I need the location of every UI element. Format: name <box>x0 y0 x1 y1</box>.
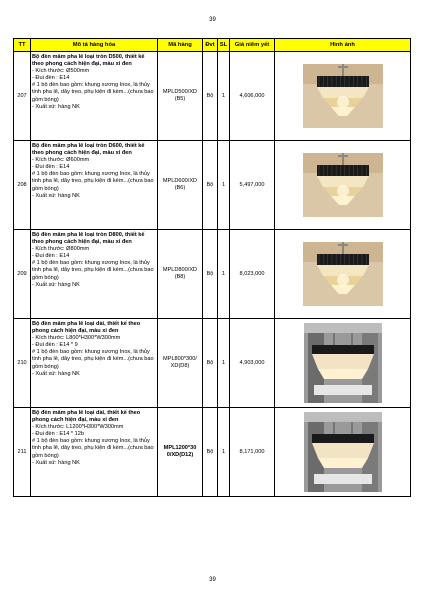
cell-code: MPLD800/XD (B8) <box>158 230 203 319</box>
cell-unit: Bộ <box>203 408 218 497</box>
cell-description <box>31 408 158 497</box>
cell-qty: 1 <box>218 52 230 141</box>
cell-image <box>275 52 411 141</box>
spec-line: # 1 bộ đèn bao gồm: khung xương Inox, là thủy tinh pha lê, dây treo, phụ kiện đi kèm...(chưa bao gồm bóng) <box>32 82 154 103</box>
header-description: Mô tả hàng hóa <box>31 39 158 52</box>
cell-code: MPL800*300/ XD(D8) <box>158 319 203 408</box>
cell-tt: 207 <box>14 52 31 141</box>
spec-line: - Xuất xứ: hàng NK <box>32 192 80 199</box>
product-title: Bộ đèn mâm pha lê loại dài, thiết kế theo phong cách hiện đại, màu xi đen <box>32 321 141 335</box>
cell-price: 4,606,000 <box>230 52 275 141</box>
cell-price: 8,023,000 <box>230 230 275 319</box>
page-number-top: 39 <box>209 17 216 23</box>
header-image: Hình ảnh <box>275 39 411 52</box>
cell-description <box>31 319 158 408</box>
cell-unit: Bộ <box>203 230 218 319</box>
cell-description <box>31 230 158 319</box>
spec-line: - Kích thước: Ø600mm <box>32 157 90 164</box>
spec-line: - Đui đèn : E14 <box>32 164 70 171</box>
spec-line: - Đui đèn : E14 * 12b <box>32 431 84 438</box>
table-row <box>14 319 411 408</box>
spec-line: - Đui đèn : E14 <box>32 75 70 82</box>
cell-description <box>31 52 158 141</box>
spec-line: # 1 bộ đèn bao gồm: khung xương Inox, là thủy tinh pha lê, dây treo, phụ kiện đi kèm...(chưa bao gồm bóng) <box>32 349 154 370</box>
long-crystal-chandelier-icon <box>304 323 382 403</box>
header-unit: Đvt <box>203 39 218 52</box>
round-crystal-chandelier-icon <box>303 242 383 306</box>
spec-line: - Xuất xứ: hàng NK <box>32 103 80 110</box>
cell-unit: Bộ <box>203 141 218 230</box>
cell-tt: 210 <box>14 319 31 408</box>
page-number-bottom: 39 <box>209 577 216 583</box>
spec-line: - Xuất xứ: hàng NK <box>32 281 80 288</box>
long-crystal-chandelier-icon <box>304 412 382 492</box>
cell-tt: 208 <box>14 141 31 230</box>
cell-qty: 1 <box>218 141 230 230</box>
cell-image <box>275 319 411 408</box>
spec-line: - Đui đèn : E14 * 9 <box>32 342 78 349</box>
cell-image <box>275 408 411 497</box>
product-title: Bộ đèn mâm pha lê loại dài, thiết kế theo phong cách hiện đại, màu xi đen <box>32 410 141 424</box>
header-qty: SL <box>218 39 230 52</box>
cell-tt: 209 <box>14 230 31 319</box>
cell-tt: 211 <box>14 408 31 497</box>
header-price: Giá niêm yết <box>230 39 275 52</box>
cell-unit: Bộ <box>203 319 218 408</box>
spec-line: - Kích thước: L1200*H300*W300mm <box>32 424 124 431</box>
cell-code: MPLD500/XD (B5) <box>158 52 203 141</box>
table-row <box>14 52 411 141</box>
spec-line: - Kích thước: Ø800mm <box>32 246 90 253</box>
spec-line: - Xuất xứ: hàng NK <box>32 459 80 466</box>
cell-qty: 1 <box>218 408 230 497</box>
round-crystal-chandelier-icon <box>303 64 383 128</box>
cell-image <box>275 230 411 319</box>
cell-code: MPL1200*30 0/XD(D12) <box>158 408 203 497</box>
cell-qty: 1 <box>218 319 230 408</box>
cell-unit: Bộ <box>203 52 218 141</box>
cell-description <box>31 141 158 230</box>
cell-image <box>275 141 411 230</box>
product-table <box>13 38 411 497</box>
spec-line: - Kích thước: Ø500mm <box>32 68 90 75</box>
product-title: Bộ đèn mâm pha lê loại tròn D600, thiết kế theo phong cách hiện đại, màu xi đen <box>32 143 145 157</box>
product-title: Bộ đèn mâm pha lê loại tròn D500, thiết kế theo phong cách hiện đại, màu xi đen <box>32 54 145 68</box>
cell-price: 8,171,000 <box>230 408 275 497</box>
cell-price: 4,903,000 <box>230 319 275 408</box>
product-title: Bộ đèn mâm pha lê loại tròn D800, thiết kế theo phong cách hiện đại, màu xi đen <box>32 232 145 246</box>
spec-line: - Đui đèn : E14 <box>32 253 70 260</box>
spec-line: - Kích thước: L800*H300*W300mm <box>32 335 121 342</box>
table-row <box>14 141 411 230</box>
spec-line: # 1 bộ đèn bao gồm: khung xương Inox, là thủy tinh pha lê, dây treo, phụ kiện đi kèm...(chưa bao gồm bóng) <box>32 171 154 192</box>
cell-code: MPLD600/XD (B6) <box>158 141 203 230</box>
table-row <box>14 408 411 497</box>
spec-line: - Xuất xứ: hàng NK <box>32 370 80 377</box>
table-row <box>14 230 411 319</box>
table-header-row <box>14 39 411 52</box>
cell-price: 5,497,000 <box>230 141 275 230</box>
spec-line: # 1 bộ đèn bao gồm: khung xương Inox, là thủy tinh pha lê, dây treo, phụ kiện đi kèm...(chưa bao gồm bóng) <box>32 260 154 281</box>
cell-qty: 1 <box>218 230 230 319</box>
header-code: Mã hàng <box>158 39 203 52</box>
spec-line: # 1 bộ đèn bao gồm: khung xương Inox, là thủy tinh pha lê, dây treo, phụ kiện đi kèm...(chưa bao gồm bóng) <box>32 438 154 459</box>
round-crystal-chandelier-icon <box>303 153 383 217</box>
header-tt: TT <box>14 39 31 52</box>
